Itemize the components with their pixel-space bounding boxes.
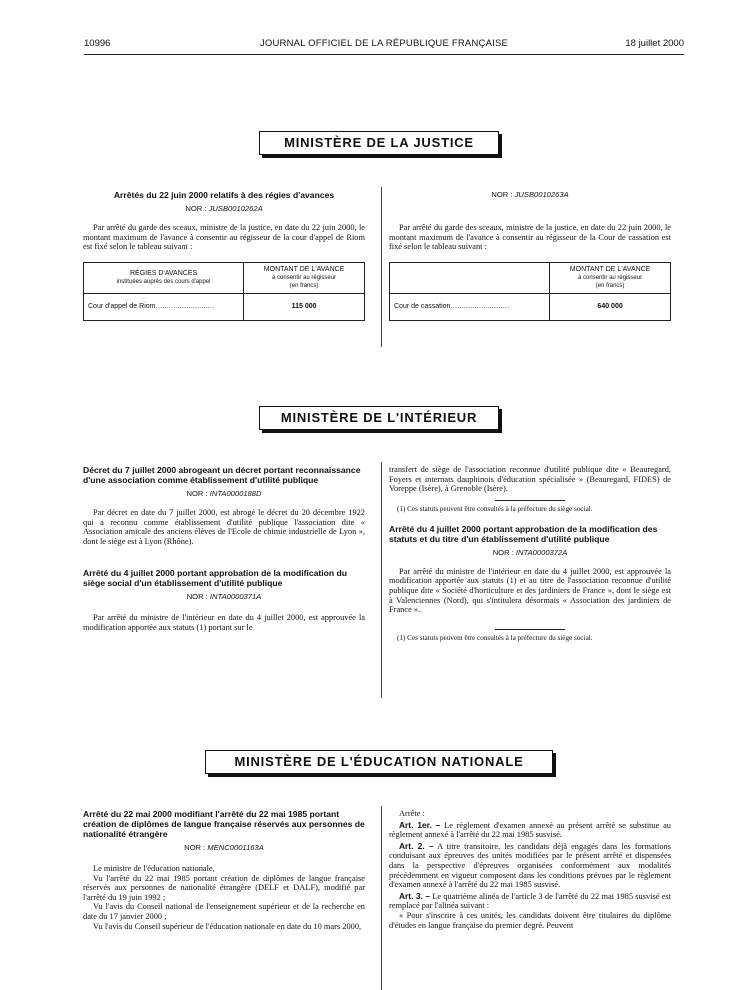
table-row: [84, 293, 365, 320]
running-header: [84, 38, 684, 54]
column-separator: [381, 187, 382, 347]
decret-text: Par décret en date du 7 juillet 2000, est abrogé le décret du 20 décembre 1922 qui a reconnu comme établissement d'utilité publique l'association dite « Association amicale des anciens élèves de l'Ecole de chimie industrielle de Lyon », dont le siège est à Lyon (Rhône).: [83, 508, 365, 546]
decret-title: Décret du 7 juillet 2000 abrogeant un décret portant reconnaissance d'une association comme établissement d'utilité publique: [83, 465, 361, 485]
arrete-word: Arrête :: [399, 809, 425, 818]
arrete-text: Par arrêté du ministre de l'intérieur en date du 4 juillet 2000, est approuvée la modification apportée aux statuts (1) portant sur le: [83, 613, 365, 632]
justice-left-column: [83, 190, 365, 321]
justice-right-column: [389, 190, 671, 321]
interieur-left-column: [83, 465, 365, 633]
nor-reference: NOR : MENC0001163A: [184, 843, 264, 852]
footnote: (1) Ces statuts peuvent être consultés à la préfecture du siège social.: [397, 504, 593, 513]
ministry-justice-heading: MINISTÈRE DE LA JUSTICE: [259, 131, 499, 155]
nor-reference: NOR : INTA0000372A: [492, 547, 568, 557]
header-rule: [84, 54, 684, 55]
article-1: Art. 1er. – Le règlement d'examen annexé au présent arrêté se substitue au règlement annexé à l'arrêté du 22 mai 1985 susvisé.: [389, 819, 671, 840]
nor-reference: NOR : JUSB0010262A: [185, 204, 263, 213]
journal-title: JOURNAL OFFICIEL DE LA RÉPUBLIQUE FRANÇAISE: [259, 38, 509, 49]
column-separator: [381, 462, 382, 698]
education-left-column: [83, 809, 365, 931]
article-3: Art. 3. – Le quatrième alinéa de l'article 3 de l'arrêté du 22 mai 1985 susvisé est remplacé par l'alinéa suivant :: [389, 890, 671, 911]
vu-clause: Vu l'arrêté du 22 mai 1985 portant création de diplômes de langue française réservés aux personnes de nationalité étrangère (DELF et DALF), modifié par l'arrêté du 19 juin 1992 ;: [83, 873, 365, 902]
ministry-interieur-heading: MINISTÈRE DE L'INTÉRIEUR: [259, 406, 499, 430]
table-header: MONTANT DE L'AVANCE à consentir au régisseur (en francs): [550, 262, 671, 293]
education-articles: [389, 809, 671, 930]
arrete-text: Par arrêté du garde des sceaux, ministre de la justice, en date du 22 juin 2000, le montant maximum de l'avance à consentir au régisseur de la cour d'appel de Riom est fixé selon le tableau suivant :: [83, 223, 365, 252]
table-row: [390, 293, 671, 320]
table-cell-label: Cour de cassation………………………: [390, 293, 550, 320]
table-header-empty: [390, 262, 550, 293]
arrete-title: Arrêté du 22 mai 2000 modifiant l'arrêté du 22 mai 1985 portant création de diplômes de langue française réservés aux personnes de nationalité étrangère: [83, 809, 365, 839]
table-cell-amount: 640 000: [550, 293, 671, 320]
arrete-title: Arrêté du 4 juillet 2000 portant approbation de la modification du siège social d'un établissement d'utilité publique: [83, 568, 348, 589]
vu-clause: Vu l'avis du Conseil supérieur de l'éducation nationale en date du 10 mars 2000,: [93, 921, 362, 931]
regies-table: [389, 262, 671, 321]
column-separator: [381, 806, 382, 990]
nor-reference: NOR : INTA0000188D: [186, 489, 262, 498]
education-right-column: [389, 809, 671, 930]
interieur-right-column: [389, 465, 671, 643]
arrete-title: Arrêté du 4 juillet 2000 portant approbation de la modification des statuts et du titre d'un établissement d'utilité publique: [389, 523, 658, 544]
issue-date: 18 juillet 2000: [625, 38, 684, 49]
vu-clause: Vu l'avis du Conseil national de l'enseignement supérieur et de la recherche en date du 17 janvier 2000 ;: [83, 902, 365, 921]
continuation-text: transfert de siège de l'association reconnue d'utilité publique dite « Beauregard, Foyers et internats dauphinois d'éducation spécialisée » (Beauregard, FIDES) de Voreppe (Isère), à Grenoble (Isère).: [389, 465, 671, 494]
table-header: RÉGIES D'AVANCES instituées auprès des cours d'appel: [84, 262, 244, 293]
arrete-title: Arrêtés du 22 juin 2000 relatifs à des régies d'avances: [113, 190, 335, 200]
nor-reference: NOR : JUSB0010263A: [491, 190, 569, 199]
page-number: 10996: [84, 38, 111, 49]
regies-table: [83, 262, 365, 321]
footnote-rule: [495, 629, 565, 630]
article-3-quote: « Pour s'inscrire à ces unités, les candidats doivent être titulaires du diplôme d'études en langue française du premier degré. Peuvent: [389, 910, 671, 930]
education-preamble: [83, 864, 365, 931]
nor-reference: NOR : INTA0000371A: [186, 592, 262, 602]
footnote-rule: [495, 500, 565, 501]
arrete-text: Par arrêté du ministre de l'intérieur en date du 4 juillet 2000, est approuvée la modification apportée aux statuts (1) et au titre de l'association reconnue d'utilité publique dite « Société d'horticulture et des jardiniers de France », dont le siège est à Valenciennes (Nord), qui s'intitulera désormais « Association des jardiniers de France ».: [389, 566, 671, 615]
table-cell-amount: 115 000: [244, 293, 365, 320]
arrete-text: Par arrêté du garde des sceaux, ministre de la justice, en date du 22 juin 2000, le montant maximum de l'avance à consentir au régisseur de la Cour de cassation est fixé selon le tableau suivant :: [389, 223, 671, 252]
footnote: (1) Ces statuts peuvent être consultés à la préfecture du siège social.: [397, 633, 593, 642]
table-cell-label: Cour d'appel de Riom………………………: [84, 293, 244, 320]
ministry-education-heading: MINISTÈRE DE L'ÉDUCATION NATIONALE: [205, 750, 553, 774]
table-header: MONTANT DE L'AVANCE à consentir au régisseur (en francs): [244, 262, 365, 293]
article-2: Art. 2. – A titre transitoire, les candidats déjà engagés dans les formations conduisant aux épreuves des unités modifiées par le présent arrêté et dispensées dans la perspective d'épreuves organisées conformément aux modalités précédemment en vigueur composent dans les conditions prévues par le règlement d'examen annexé à l'arrêté du 22 mai 1985 susvisé.: [389, 840, 671, 890]
intro: Le ministre de l'éducation nationale,: [93, 864, 215, 873]
